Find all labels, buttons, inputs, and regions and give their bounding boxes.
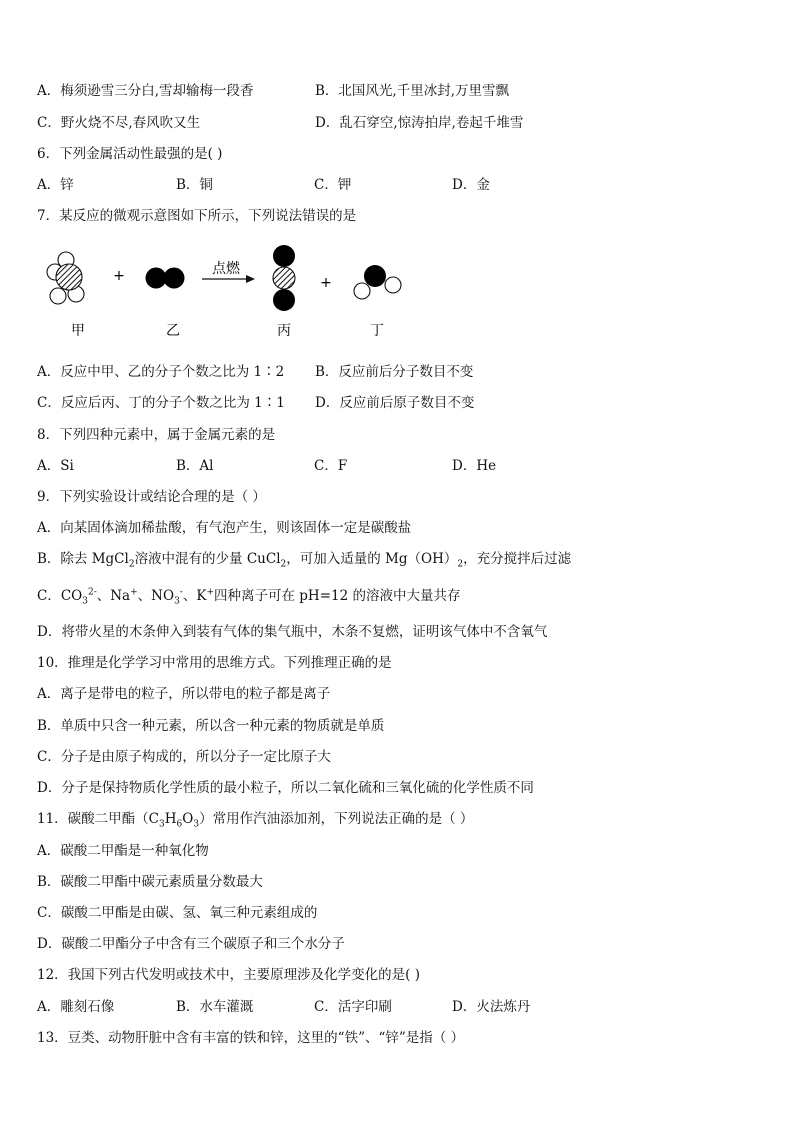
- label-jia: 甲: [71, 323, 85, 339]
- q9-c-text: 四种离子可在 pH=12 的溶液中大量共存: [213, 588, 461, 604]
- plus-sign-2: +: [320, 275, 332, 291]
- q8-option-c: C．F: [314, 458, 348, 474]
- arrow-head: [246, 275, 255, 283]
- q9-b-text: ，充分搅拌后过滤: [463, 551, 572, 567]
- q7-option-c: C．反应后丙、丁的分子个数之比为 1∶1: [37, 395, 285, 411]
- q9-option-c: [37, 586, 460, 606]
- q11-option-b: B．碳酸二甲酯中碳元素质量分数最大: [37, 874, 263, 890]
- q9-b-text: ，可加入适量的 Mg（OH）: [286, 551, 458, 567]
- q9-stem: 9．下列实验设计或结论合理的是（ ）: [37, 489, 266, 505]
- q5-option-a: A．梅须逊雪三分白,雪却输梅一段香: [37, 83, 254, 99]
- q11-sub: 3: [159, 819, 165, 830]
- q10-stem: 10．推理是化学学习中常用的思维方式。下列推理正确的是: [37, 655, 392, 671]
- q5-option-c: C．野火烧不尽,春风吹又生: [37, 115, 201, 131]
- q9-c-sup: 2-: [87, 587, 97, 598]
- q9-b-sub: 2: [457, 559, 464, 570]
- q10-option-d: D．分子是保持物质化学性质的最小粒子，所以二氧化硫和三氧化硫的化学性质不同: [37, 780, 534, 796]
- q7-option-a: A．反应中甲、乙的分子个数之比为 1∶2: [37, 364, 285, 380]
- atom-white: [354, 283, 370, 299]
- q9-c-text: 、Na: [96, 588, 131, 604]
- plus-sign-1: +: [113, 268, 125, 284]
- q11-text: ）常用作汽油添加剂，下列说法正确的是（ ）: [199, 811, 474, 827]
- reaction-diagram: [37, 238, 417, 348]
- atom-white: [50, 288, 66, 304]
- q6-option-c: C．钾: [314, 177, 352, 193]
- q9-b-sub: 2: [280, 559, 287, 570]
- q9-c-text: 、K: [182, 588, 207, 604]
- q11-text: H: [164, 811, 177, 827]
- q9-b-sub: 2: [128, 559, 135, 570]
- label-bing: 丙: [277, 323, 291, 339]
- atom-white: [385, 277, 401, 293]
- q11-sub: 6: [176, 819, 183, 830]
- q12-option-c: C．活字印刷: [314, 999, 392, 1015]
- q5-option-b: B．北国风光,千里冰封,万里雪飘: [315, 83, 510, 99]
- label-ding: 丁: [370, 323, 384, 339]
- q9-c-sup: +: [130, 587, 138, 598]
- q11-text: 11．碳酸二甲酯（C: [37, 811, 160, 827]
- molecule-yi: [146, 268, 185, 289]
- atom-black: [273, 245, 295, 267]
- q9-b-text: B．除去 MgCl: [37, 551, 129, 567]
- atom-black: [164, 268, 185, 289]
- q9-option-b: [37, 549, 571, 569]
- q6-stem: 6．下列金属活动性最强的是( ): [37, 146, 223, 162]
- q7-stem: 7．某反应的微观示意图如下所示，下列说法错误的是: [37, 208, 357, 224]
- q9-c-sub: 3: [82, 596, 88, 607]
- atom-black: [364, 265, 386, 287]
- q13-stem: 13．豆类、动物肝脏中含有丰富的铁和锌，这里的“铁”、“锌”是指（ ）: [37, 1030, 465, 1046]
- q8-stem: 8．下列四种元素中，属于金属元素的是: [37, 427, 276, 443]
- q5-option-d: D．乱石穿空,惊涛拍岸,卷起千堆雪: [315, 115, 524, 131]
- q8-option-d: D．He: [452, 458, 497, 474]
- q11-sub: 3: [193, 819, 200, 830]
- atom-black: [146, 268, 167, 289]
- q11-option-a: A．碳酸二甲酯是一种氧化物: [37, 843, 209, 859]
- q9-c-text: C．CO: [37, 588, 83, 604]
- q11-option-c: C．碳酸二甲酯是由碳、氢、氧三种元素组成的: [37, 905, 318, 921]
- atom-hatched: [273, 267, 295, 289]
- molecule-bing: [273, 245, 295, 311]
- q10-option-a: A．离子是带电的粒子，所以带电的粒子都是离子: [37, 686, 331, 702]
- q9-c-sub: 3: [174, 596, 180, 607]
- q8-option-b: B．Al: [176, 458, 214, 474]
- q9-c-sup: -: [179, 587, 183, 598]
- q12-option-d: D．火法炼丹: [452, 999, 531, 1015]
- q8-option-a: A．Si: [37, 458, 74, 474]
- q9-option-a: A．向某固体滴加稀盐酸，有气泡产生，则该固体一定是碳酸盐: [37, 520, 412, 536]
- q6-option-b: B．铜: [176, 177, 213, 193]
- molecule-jia: [47, 252, 84, 304]
- q9-b-text: 溶液中混有的少量 CuCl: [134, 551, 281, 567]
- q11-stem: [37, 809, 473, 829]
- q12-option-b: B．水车灌溉: [176, 999, 254, 1015]
- q9-c-sup: +: [206, 587, 214, 598]
- q12-stem: 12．我国下列古代发明或技术中，主要原理涉及化学变化的是( ): [37, 967, 421, 983]
- molecule-ding: [354, 265, 401, 299]
- q9-option-d: D．将带火星的木条伸入到装有气体的集气瓶中，木条不复燃，证明该气体中不含氧气: [37, 624, 548, 640]
- q6-option-a: A．锌: [37, 177, 74, 193]
- q9-c-text: 、NO: [137, 588, 175, 604]
- label-yi: 乙: [166, 323, 180, 339]
- q7-option-d: D．反应前后原子数目不变: [315, 395, 475, 411]
- q11-text: O: [182, 811, 194, 827]
- atom-black: [273, 289, 295, 311]
- q6-option-d: D．金: [452, 177, 490, 193]
- q10-option-b: B．单质中只含一种元素，所以含一种元素的物质就是单质: [37, 718, 385, 734]
- atom-hatched: [56, 264, 82, 290]
- q11-option-d: D．碳酸二甲酯分子中含有三个碳原子和三个水分子: [37, 936, 345, 952]
- reaction-condition: 点燃: [212, 261, 240, 277]
- q7-option-b: B．反应前后分子数目不变: [315, 364, 474, 380]
- q12-option-a: A．雕刻石像: [37, 999, 115, 1015]
- q10-option-c: C．分子是由原子构成的，所以分子一定比原子大: [37, 749, 331, 765]
